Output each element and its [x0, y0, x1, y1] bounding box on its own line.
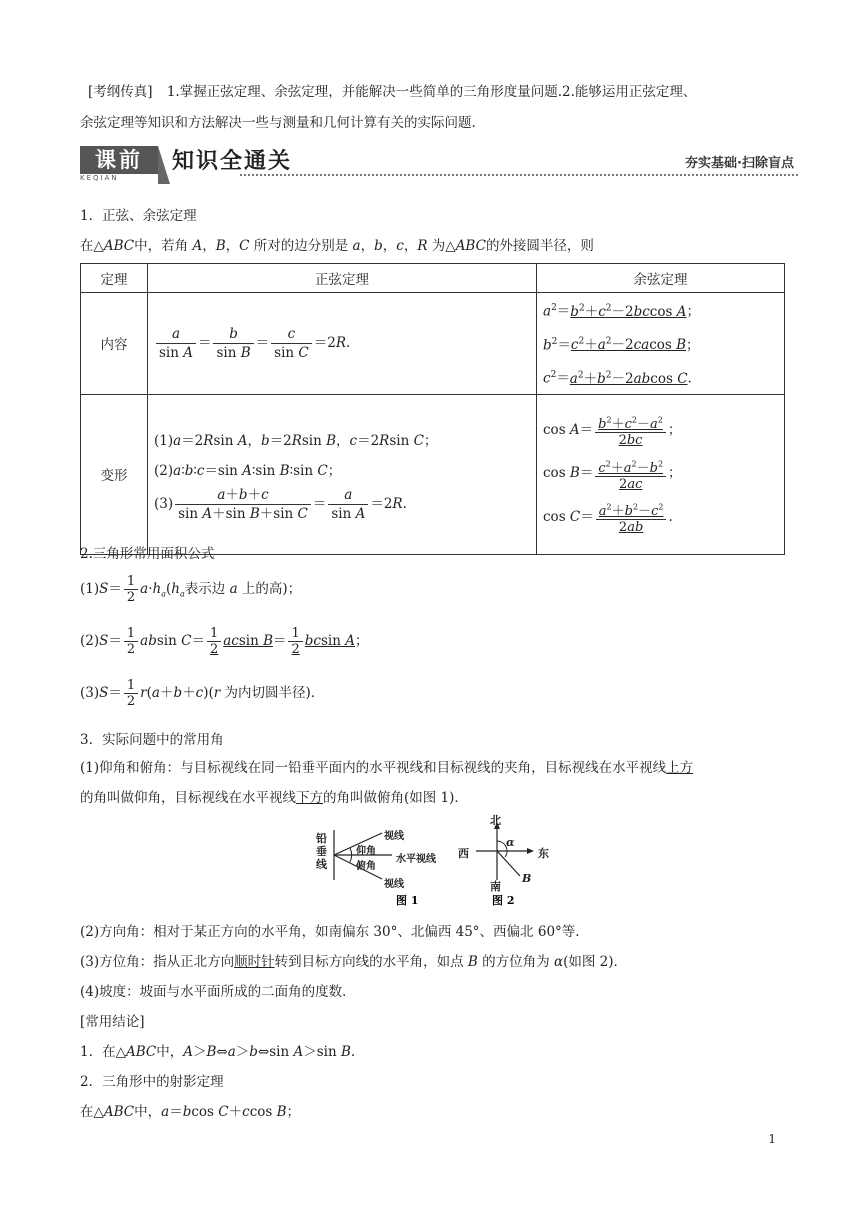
syllabus-line-1	[88, 82, 696, 102]
table-header-theorem: 定理	[81, 264, 148, 293]
section1-intro: 在△ABC中，若角 A，B，C 所对的边分别是 a，b，c，R 为△ABC的外接圆半径，则	[80, 238, 594, 254]
banner-title: 知识全通关	[172, 149, 293, 174]
section3-p3: (3)方位角：指从正北方向顺时针转到目标方向线的水平角，如点 B 的方位角为 α(如图 2)．	[80, 954, 627, 970]
sine-law-content: $\frac{a}{\text{sin A}}$ ＝ $\frac{b}{\text{sin B}}$ ＝ $\frac{c}{\text{sin C}}$ ＝2R.	[148, 293, 537, 395]
page-number: 1	[768, 1132, 776, 1146]
figure-2	[452, 812, 552, 912]
banner-pinyin: KEQIAN	[80, 174, 119, 182]
conclusions-heading: [常用结论]	[80, 1014, 145, 1030]
fig1-horizontal: 水平视线	[396, 854, 436, 865]
row-content-label: 内容	[81, 293, 148, 395]
syllabus-tag: [考纲传真]	[88, 84, 153, 100]
area-formula-2: (2)S＝ $\frac{1}{2}$ absin C＝ $\frac{1}{2}$ acsin B＝ $\frac{1}{2}$ bcsin A；	[80, 626, 369, 657]
syllabus-line-2: 余弦定理等知识和方法解决一些与测量和几何计算有关的实际问题.	[80, 115, 476, 131]
fig2-label: 图 2	[492, 894, 515, 907]
fig2-north: 北	[490, 814, 501, 827]
fig2-south: 南	[490, 880, 501, 893]
banner-rule	[240, 174, 798, 176]
section3-p4: (4)坡度：坡面与水平面所成的二面角的度数．	[80, 984, 356, 1000]
section1-heading: 1．正弦、余弦定理	[80, 208, 197, 224]
fig1-depression: 俯角	[356, 861, 376, 872]
theorem-table	[80, 263, 785, 555]
sine-law-variants: (1)a＝2Rsin A，b＝2Rsin B，c＝2Rsin C； (2)a∶b∶c＝sin A∶sin B∶sin C； (3) $\frac{a+b+c}{\text{sin A＋sin B＋sin C}}$ ＝ $\frac{a}{\text{sin A}}$ ＝2R.	[148, 394, 537, 554]
cosine-law-variants: cos A＝ $\frac{b^2+c^2-a^2}{2bc}$ ； cos B＝ $\frac{c^2+a^2-b^2}{2ac}$ ； cos C＝ $\frac{a^2+b^2-c^2}{2ab}$ .	[537, 394, 785, 554]
fig1-label: 图 1	[396, 894, 419, 907]
section3-p1-line2: 的角叫做仰角，目标视线在水平视线下方的角叫做俯角(如图 1)．	[80, 790, 468, 806]
fig1-elevation: 仰角	[356, 846, 376, 857]
syllabus-text-1: 1.掌握正弦定理、余弦定理，并能解决一些简单的三角形度量问题.2.能够运用正弦定理、	[166, 84, 697, 100]
fig1-sight-lower: 视线	[384, 879, 404, 890]
table-header-sine: 正弦定理	[148, 264, 537, 293]
cosine-law-content: $a^2=b^2+c^2-2bccos$ A； $b^2=c^2+a^2-2cacos$ B； $c^2=a^2+b^2-2abcos$ C.	[537, 293, 785, 395]
area-formula-1: (1)S＝ $\frac{1}{2}$ $a\cdot h_a(h_a$表示边 a 上的高)；	[80, 574, 302, 605]
conclusion-1: 1．在△ABC中，A＞B⇔a＞b⇔sin A＞sin B.	[80, 1044, 356, 1060]
fig2-east: 东	[538, 847, 549, 860]
conclusion-3: 在△ABC中，a＝bcos C＋ccos B；	[80, 1104, 301, 1120]
fig2-alpha: α	[506, 836, 515, 849]
banner-wedge	[158, 146, 170, 184]
banner-subtitle: 夯实基础·扫除盲点	[685, 156, 794, 171]
section2-heading: 2.三角形常用面积公式	[80, 546, 215, 562]
area-formula-3: (3)S＝ $\frac{1}{2}$ r(a＋b＋c)(r 为内切圆半径)．	[80, 678, 325, 709]
table-header-cosine: 余弦定理	[537, 264, 785, 293]
fig1-vertical-label: 铅垂线	[316, 832, 327, 871]
banner-box: 课前	[80, 146, 158, 174]
section3-heading: 3．实际问题中的常用角	[80, 732, 224, 748]
fig2-west: 西	[458, 847, 469, 860]
row-variant-label: 变形	[81, 394, 148, 554]
section3-p1-line1: (1)仰角和俯角：与目标视线在同一铅垂平面内的水平视线和目标视线的夹角，目标视线在水平视线上方	[80, 760, 694, 776]
section3-p2: (2)方向角：相对于某正方向的水平角，如南偏东 30°、北偏西 45°、西偏北 60°等.	[80, 924, 580, 940]
fig2-point-b: B	[522, 872, 532, 885]
fig1-sight-upper: 视线	[384, 831, 404, 842]
section-banner	[80, 142, 798, 186]
conclusion-2: 2．三角形中的射影定理	[80, 1074, 224, 1090]
